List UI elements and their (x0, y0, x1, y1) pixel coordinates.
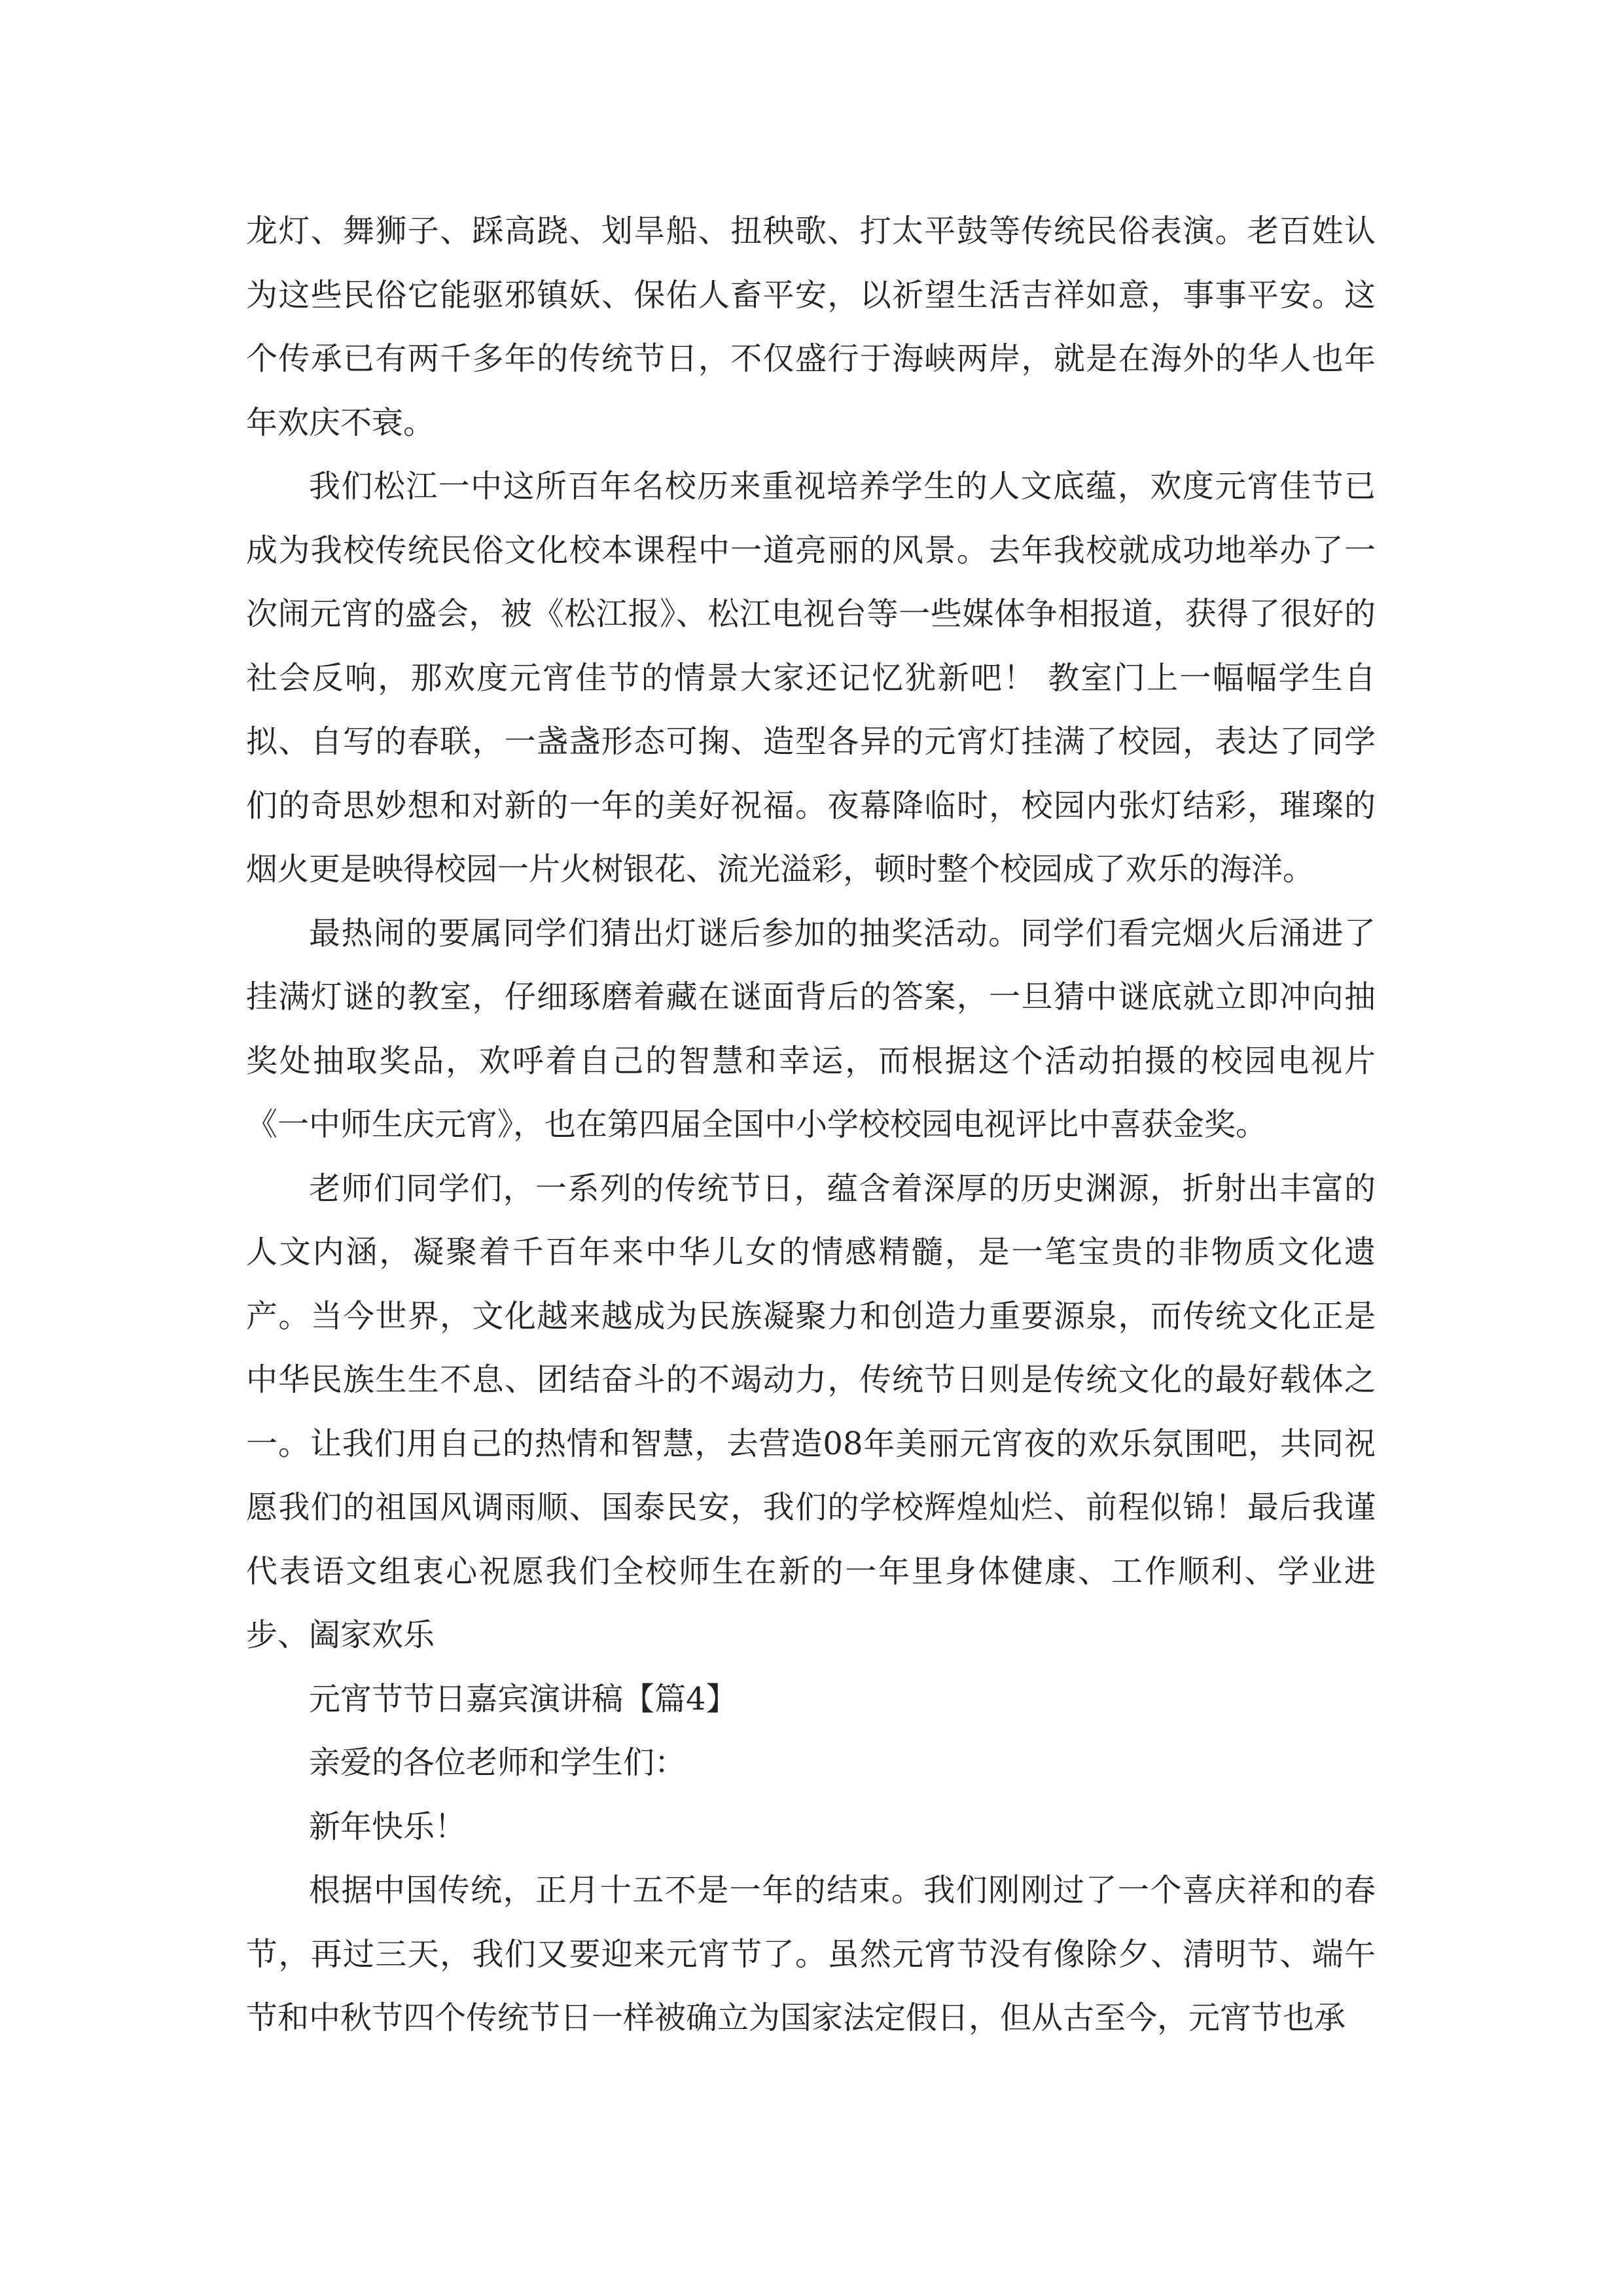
paragraph-folk-performances: 龙灯、舞狮子、踩高跷、划旱船、扭秧歌、打太平鼓等传统民俗表演。老百姓认为这些民俗它能驱邪镇妖、保佑人畜平安，以祈望生活吉祥如意，事事平安。这个传承已有两千多年的传统节日，不仅盛行于海峡两岸，就是在海外的华人也年年欢庆不衰。 (246, 213, 1376, 441)
paragraph-lantern-festival-intro: 根据中国传统，正月十五不是一年的结束。我们刚刚过了一个喜庆祥和的春节，再过三天，我们又要迎来元宵节了。虽然元宵节没有像除夕、清明节、端午节和中秋节四个传统节日一样被确立为国家法定假日，但从古至今，元宵节也承 (246, 1872, 1376, 2036)
section-heading: 元宵节节日嘉宾演讲稿【篇4】 (309, 1680, 738, 1717)
paragraph-school-tradition: 我们松江一中这所百年名校历来重视培养学生的人文底蕴，欢度元宵佳节已成为我校传统民俗文化校本课程中一道亮丽的风景。去年我校就成功地举办了一次闹元宵的盛会，被《松江报》、松江电视台等一些媒体争相报道，获得了很好的社会反响，那欢度元宵佳节的情景大家还记忆犹新吧！ 教室门上一幅幅学生自拟、自写的春联，一盏盏形态可掬、造型各异的元宵灯挂满了校园，表达了同学们的奇思妙想和对新的一年的美好祝福。夜幕降临时，校园内张灯结彩，璀璨的烟火更是映得校园一片火树银花、流光溢彩，顿时整个校园成了欢乐的海洋。 (246, 468, 1376, 888)
paragraph-lantern-riddles: 最热闹的要属同学们猜出灯谜后参加的抽奖活动。同学们看完烟火后涌进了挂满灯谜的教室，仔细琢磨着藏在谜面背后的答案，一旦猜中谜底就立即冲向抽奖处抽取奖品，欢呼着自己的智慧和幸运，而根据这个活动拍摄的校园电视片《一中师生庆元宵》，也在第四届全国中小学校校园电视评比中喜获金奖。 (246, 914, 1376, 1143)
document-body (246, 200, 1376, 2051)
salutation: 亲爱的各位老师和学生们： (309, 1744, 687, 1781)
greeting: 新年快乐！ (309, 1808, 467, 1845)
paragraph-closing-wishes: 老师们同学们，一系列的传统节日，蕴含着深厚的历史渊源，折射出丰富的人文内涵，凝聚着千百年来中华儿女的情感精髓，是一笔宝贵的非物质文化遗产。当今世界，文化越来越成为民族凝聚力和创造力重要源泉，而传统文化正是中华民族生生不息、团结奋斗的不竭动力，传统节日则是传统文化的最好载体之一。让我们用自己的热情和智慧，去营造08年美丽元宵夜的欢乐氛围吧，共同祝愿我们的祖国风调雨顺、国泰民安，我们的学校辉煌灿烂、前程似锦！最后我谨代表语文组衷心祝愿我们全校师生在新的一年里身体健康、工作顺利、学业进步、阖家欢乐 (246, 1170, 1376, 1653)
